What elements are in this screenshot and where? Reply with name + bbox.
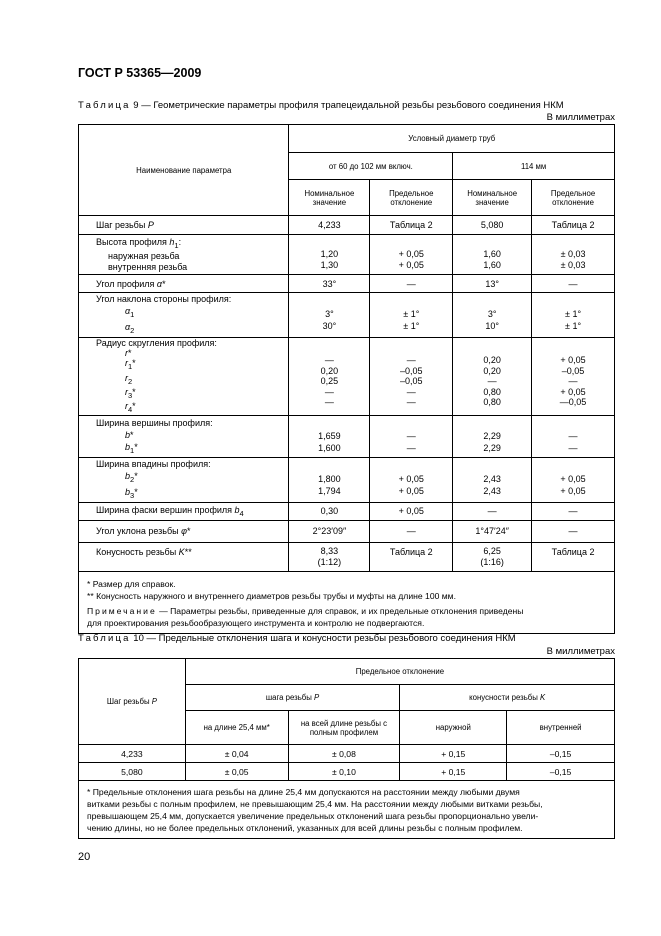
table10-caption: Таблица 10 — Предельные отклонения шага и конусности резьбы резьбового соединения НКМ: [78, 633, 516, 644]
table-row: Высота профиля $h_1$: наружная резьба внутренняя резьба 1,20 1,30 + 0,05 + 0,05 1,60 1,60 ± 0,03 ± 0,03: [79, 235, 615, 275]
len1-header: на длине 25,4 мм*: [185, 711, 288, 745]
pitch-header: Шаг резьбы P: [79, 659, 186, 745]
table-row: Шаг резьбы P 4,233 Таблица 2 5,080 Таблица 2: [79, 216, 615, 235]
table9-notes: [79, 571, 615, 633]
table9-units: В миллиметрах: [546, 112, 615, 123]
range1-header: от 60 до 102 мм включ.: [289, 153, 453, 180]
table-row: Конусность резьбы K** 8,33 (1:12) Таблица 2 6,25 (1:16) Таблица 2: [79, 542, 615, 571]
range2-header: 114 мм: [453, 153, 615, 180]
table-row: 4,233 ± 0,04 ± 0,08 + 0,15 –0,15: [79, 745, 615, 763]
footnote-line: чению длины, но не более предельных отклонений, указанных для всей длины резьбы с полным профилем.: [87, 823, 523, 833]
footnote-2: ** Конусность наружного и внутреннего диаметров резьбы трубы и муфты на длине 100 мм.: [87, 590, 456, 601]
deviation-header: Предельное отклонение: [185, 659, 614, 685]
table10: [78, 658, 615, 839]
footnote-1: * Размер для справок.: [87, 578, 176, 589]
table9-caption: Таблица 9 — Геометрические параметры профиля трапецеидальной резьбы резьбового соединения НКМ: [78, 100, 564, 111]
document-header: ГОСТ Р 53365—2009: [78, 66, 202, 80]
table-row: Ширина впадины профиля: $b_2*$ $b_3*$ 1,800 1,794 + 0,05 + 0,05 2,43 2,43 + 0,05 + 0,05: [79, 458, 615, 503]
table-row: Ширина вершины профиля: b* $b_1*$ 1,659 1,600 — — 2,29 2,29 — —: [79, 416, 615, 458]
deviation-header: Предельное отклонение: [370, 180, 453, 216]
diameter-header: Условный диаметр труб: [289, 125, 615, 153]
table-row: Угол уклона резьбы φ* 2°23′09″ — 1°47′24″ —: [79, 520, 615, 542]
table-row: Радиус скругления профиля: r* $r_1*$ $r_2$ $r_3*$ $r_4*$ — 0,20 0,25 — — — –0,05 –0,05 — — 0,20 0,20 — 0,80 0,80 + 0,05 –0,05 — + 0,05 —0,05: [79, 337, 615, 416]
footnote-line: превышающем 25,4 мм, допускается увеличение предельных отклонений шага резьбы пропорционально увели-: [87, 811, 539, 821]
outer-header: наружной: [400, 711, 507, 745]
table10-notes: [79, 781, 615, 839]
footnote-line: * Предельные отклонения шага резьбы на длине 25,4 мм допускаются на расстоянии между любыми двумя: [87, 787, 520, 797]
table-row: Угол наклона стороны профиля: $\alpha_1$ $\alpha_2$ 3° 30° ± 1° ± 1° 3° 10° ± 1° ± 1°: [79, 293, 615, 338]
footnote-line: витками резьбы с полным профилем, не превышающим 25,4 мм. На расстоянии между любыми витками резьбы,: [87, 799, 543, 809]
table9: [78, 124, 615, 634]
deviation-header: Предельное отклонение: [532, 180, 615, 216]
table-row: Угол профиля α* 33° — 13° —: [79, 275, 615, 293]
taper-header: конусности резьбы K: [400, 685, 615, 711]
inner-header: внутренней: [507, 711, 615, 745]
nominal-header: Номинальное значение: [453, 180, 532, 216]
table10-units: В миллиметрах: [546, 646, 615, 657]
table-row: 5,080 ± 0,05 ± 0,10 + 0,15 –0,15: [79, 763, 615, 781]
param-header: Наименование параметра: [79, 125, 289, 216]
page-number: 20: [78, 851, 91, 863]
step-header: шага резьбы P: [185, 685, 400, 711]
nominal-header: Номинальное значение: [289, 180, 370, 216]
len2-header: на всей длине резьбы с полным профилем: [288, 711, 400, 745]
table-row: Ширина фаски вершин профиля $b_4$ 0,30 + 0,05 — —: [79, 502, 615, 520]
table9-note: Примечание — Параметры резьбы, приведенные для справок, и их предельные отклонения приведены для проектирования резьбообразующего инструмента и контролю не подвергаются.: [87, 605, 524, 628]
